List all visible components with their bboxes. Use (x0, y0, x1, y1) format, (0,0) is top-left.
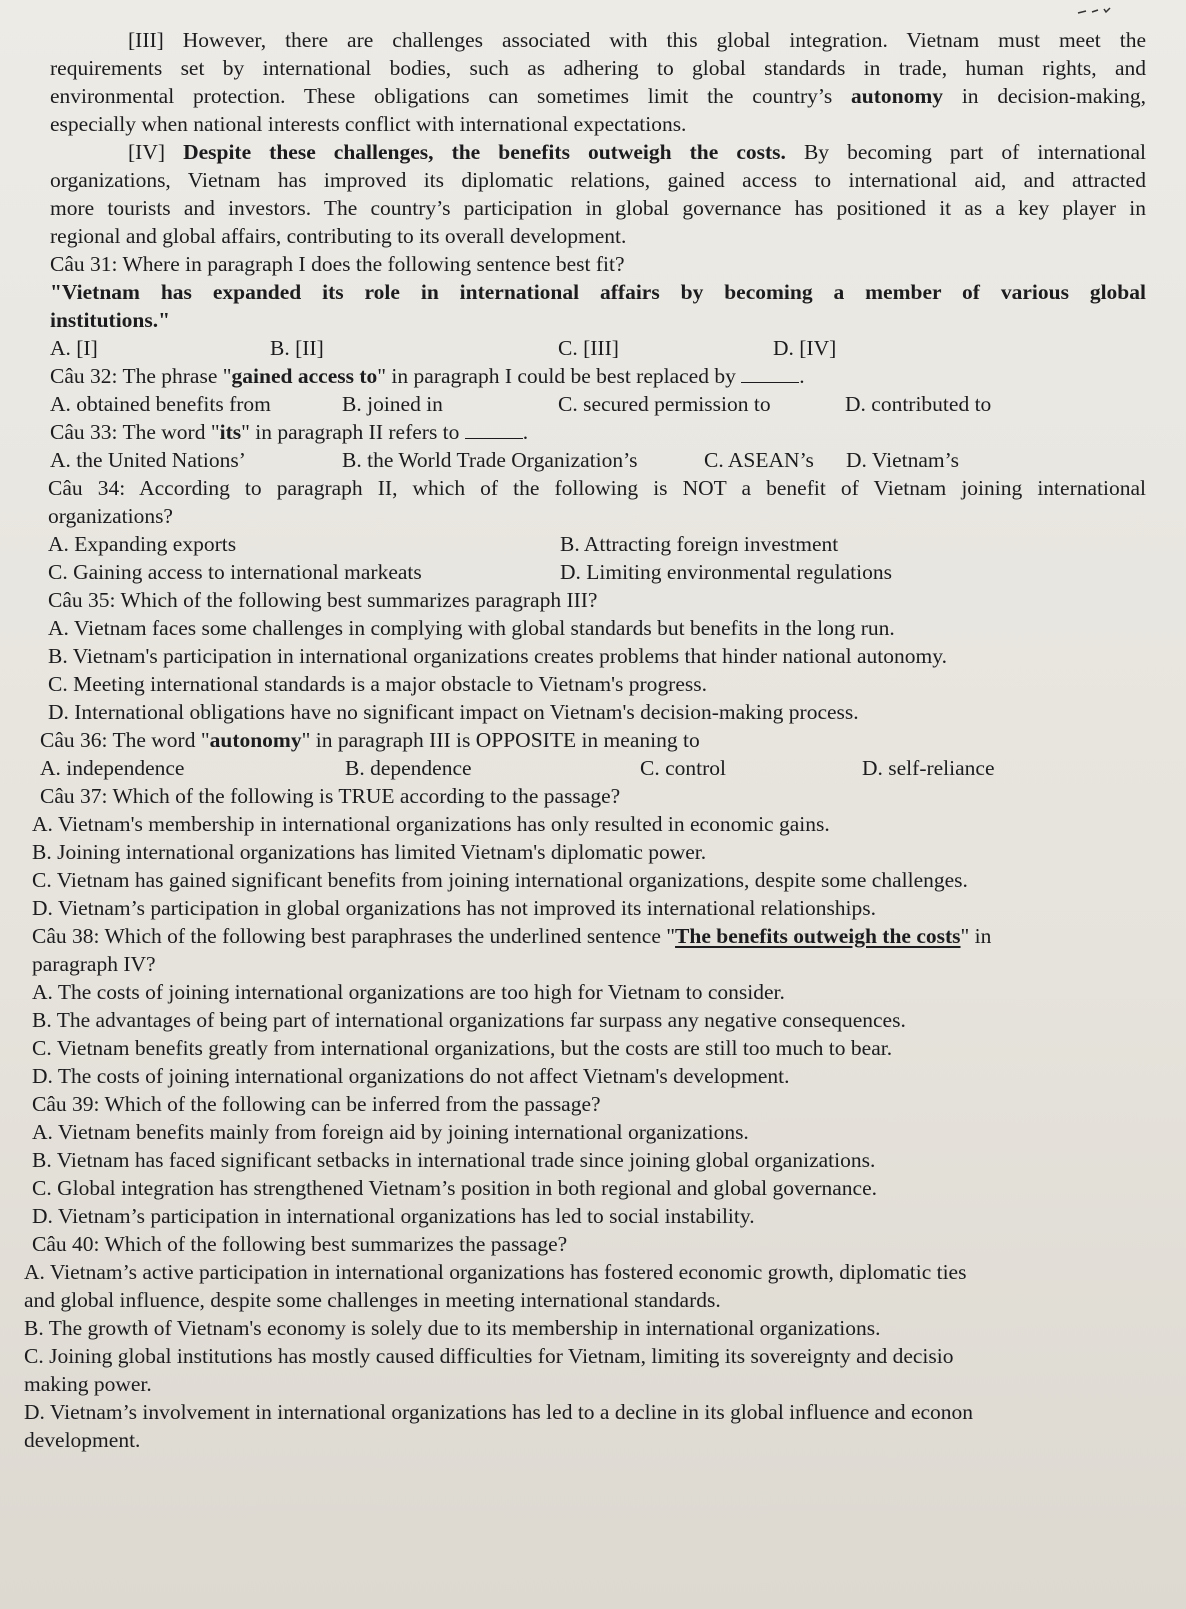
question-36-word: autonomy (209, 728, 302, 752)
paragraph-3-line-3-end: in decision-making, (961, 84, 1146, 108)
question-40-option-c-line-1[interactable]: C. Joining global institutions has mostly caused difficulties for Vietnam, limiting its sovereignty and decisio (24, 1344, 954, 1368)
question-40-option-a-line-1[interactable]: A. Vietnam’s active participation in international organizations has fostered economic growth, diplomatic ties (24, 1260, 967, 1284)
question-32-options (18, 390, 1146, 418)
question-32-blank (741, 364, 799, 383)
question-34-options-row-1 (18, 530, 1146, 558)
question-31-option-d[interactable]: D. [IV] (773, 336, 837, 360)
question-36-options (18, 754, 1146, 782)
question-36-stem-post: " in paragraph III is OPPOSITE in meaning to (301, 728, 700, 752)
pen-mark-icon (1076, 4, 1116, 18)
paragraph-3-line-2: requirements set by international bodies, such as adhering to global standards in trade, human rights, and (50, 56, 1146, 80)
question-33-word: its (219, 420, 242, 444)
question-32-stem-pre: Câu 32: The phrase " (50, 364, 232, 388)
paragraph-4-line-4: regional and global affairs, contributing to its overall development. (50, 224, 627, 248)
question-38-stem-line-2: paragraph IV? (32, 952, 156, 976)
question-33-option-a[interactable]: A. the United Nations’ (50, 448, 246, 472)
question-36-stem-pre: Câu 36: The word " (40, 728, 210, 752)
question-40-option-b[interactable]: B. The growth of Vietnam's economy is solely due to its membership in international organizations. (24, 1316, 881, 1340)
question-39-option-d[interactable]: D. Vietnam’s participation in international organizations has led to social instability. (32, 1204, 755, 1228)
question-38-option-d[interactable]: D. The costs of joining international organizations do not affect Vietnam's development. (32, 1064, 790, 1088)
paragraph-4-line-3: more tourists and investors. The country’s participation in global governance has positioned it as a key player in (50, 196, 1146, 220)
question-33-blank (465, 420, 523, 439)
question-35-option-c[interactable]: C. Meeting international standards is a major obstacle to Vietnam's progress. (48, 672, 707, 696)
question-33-stem: Câu 33: The word "its" in paragraph II refers to . (50, 420, 529, 444)
question-40-option-c-line-2[interactable]: making power. (24, 1372, 152, 1396)
question-33-stem-post: " in paragraph II refers to (241, 420, 460, 444)
paragraph-3 (18, 26, 1146, 138)
question-37 (18, 782, 1146, 922)
question-38-option-a[interactable]: A. The costs of joining international organizations are too high for Vietnam to consider. (32, 980, 785, 1004)
paragraph-4-line-1 (18, 138, 1146, 166)
question-34-stem-line-1: Câu 34: According to paragraph II, which of the following is NOT a benefit of Vietnam joining international (48, 476, 1146, 500)
paragraph-3-line-3 (18, 82, 1146, 110)
benefits-sentence: Despite these challenges, the benefits outweigh the costs. (183, 140, 786, 164)
question-33 (18, 418, 1146, 474)
question-36-option-a[interactable]: A. independence (40, 756, 185, 780)
question-32-phrase: gained access to (231, 364, 378, 388)
question-36-option-b[interactable]: B. dependence (345, 756, 472, 780)
question-35-option-b[interactable]: B. Vietnam's participation in international organizations creates problems that hinder national autonomy. (48, 644, 947, 668)
paragraph-3-line-3-text: environmental protection. These obligations can sometimes limit the country’s (50, 84, 833, 108)
question-38-stem-pre: Câu 38: Which of the following best paraphrases the underlined sentence " (32, 924, 676, 948)
question-39 (18, 1090, 1146, 1230)
question-32-option-d[interactable]: D. contributed to (845, 392, 992, 416)
question-32-option-b[interactable]: B. joined in (342, 392, 443, 416)
question-38-option-c[interactable]: C. Vietnam benefits greatly from international organizations, but the costs are still too much to bear. (32, 1036, 893, 1060)
question-36-option-c[interactable]: C. control (640, 756, 726, 780)
question-38-option-b[interactable]: B. The advantages of being part of international organizations far surpass any negative consequences. (32, 1008, 906, 1032)
question-34-stem-line-2: organizations? (48, 504, 173, 528)
question-32-option-c[interactable]: C. secured permission to (558, 392, 771, 416)
question-31-options (18, 334, 1146, 362)
question-35 (18, 586, 1146, 726)
question-35-stem: Câu 35: Which of the following best summarizes paragraph III? (48, 588, 598, 612)
question-38-stem-post: " in (960, 924, 992, 948)
paragraph-3-line-1: [III] However, there are challenges associated with this global integration. Vietnam must meet the (128, 28, 1146, 52)
question-38 (18, 922, 1146, 1090)
question-31-option-c[interactable]: C. [III] (558, 336, 619, 360)
question-34-option-b[interactable]: B. Attracting foreign investment (560, 532, 839, 556)
autonomy-word: autonomy (851, 84, 944, 108)
question-32 (18, 362, 1146, 418)
question-32-stem-post: " in paragraph I could be best replaced by (377, 364, 736, 388)
question-31 (18, 250, 1146, 362)
question-34-option-a[interactable]: A. Expanding exports (48, 532, 237, 556)
question-40-option-a-line-2[interactable]: and global influence, despite some challenges in meeting international standards. (24, 1288, 721, 1312)
question-40 (18, 1230, 1146, 1454)
question-32-stem: Câu 32: The phrase "gained access to" in paragraph I could be best replaced by . (50, 364, 805, 388)
question-40-option-d-line-1[interactable]: D. Vietnam’s involvement in international organizations has led to a decline in its global influence and econon (24, 1400, 974, 1424)
question-31-option-a[interactable]: A. [I] (50, 336, 98, 360)
question-35-option-a[interactable]: A. Vietnam faces some challenges in complying with global standards but benefits in the long run. (48, 616, 895, 640)
question-34-options-row-2 (18, 558, 1146, 586)
question-33-stem-pre: Câu 33: The word " (50, 420, 220, 444)
question-36 (18, 726, 1146, 782)
question-33-option-b[interactable]: B. the World Trade Organization’s (342, 448, 638, 472)
question-31-option-b[interactable]: B. [II] (270, 336, 324, 360)
question-32-option-a[interactable]: A. obtained benefits from (50, 392, 271, 416)
question-37-stem: Câu 37: Which of the following is TRUE according to the passage? (40, 784, 621, 808)
question-38-quoted-sentence: The benefits outweigh the costs (675, 924, 961, 948)
question-36-option-d[interactable]: D. self-reliance (862, 756, 995, 780)
paragraph-4-line-1-rest: By becoming part of international (803, 140, 1146, 164)
question-39-stem: Câu 39: Which of the following can be inferred from the passage? (32, 1092, 601, 1116)
question-31-stem: Câu 31: Where in paragraph I does the following sentence best fit? (50, 252, 625, 276)
question-33-option-c[interactable]: C. ASEAN’s (704, 448, 814, 472)
question-35-option-d[interactable]: D. International obligations have no significant impact on Vietnam's decision-making process. (48, 700, 859, 724)
question-36-stem (18, 726, 1146, 754)
question-31-quote-line-1: "Vietnam has expanded its role in international affairs by becoming a member of various global (50, 280, 1146, 304)
question-34-option-d[interactable]: D. Limiting environmental regulations (560, 560, 892, 584)
question-34 (18, 474, 1146, 586)
question-37-option-b[interactable]: B. Joining international organizations has limited Vietnam's diplomatic power. (32, 840, 707, 864)
question-37-option-c[interactable]: C. Vietnam has gained significant benefits from joining international organizations, despite some challenges. (32, 868, 968, 892)
paragraph-3-line-4: especially when national interests conflict with international expectations. (50, 112, 687, 136)
question-37-option-a[interactable]: A. Vietnam's membership in international organizations has only resulted in economic gains. (32, 812, 830, 836)
question-39-option-a[interactable]: A. Vietnam benefits mainly from foreign aid by joining international organizations. (32, 1120, 749, 1144)
question-39-option-b[interactable]: B. Vietnam has faced significant setbacks in international trade since joining global organizations. (32, 1148, 876, 1172)
paragraph-4 (18, 138, 1146, 250)
question-37-option-d[interactable]: D. Vietnam’s participation in global organizations has not improved its international relationships. (32, 896, 877, 920)
question-31-quote-line-2: institutions." (50, 308, 171, 332)
question-33-options (18, 446, 1146, 474)
question-40-option-d-line-2[interactable]: development. (24, 1428, 141, 1452)
paragraph-4-label: [IV] (128, 140, 166, 164)
question-40-stem: Câu 40: Which of the following best summarizes the passage? (32, 1232, 568, 1256)
question-33-option-d[interactable]: D. Vietnam’s (846, 448, 959, 472)
paragraph-4-line-2: organizations, Vietnam has improved its diplomatic relations, gained access to international aid, and attracted (50, 168, 1146, 192)
question-38-stem-line-1 (18, 922, 1146, 950)
question-34-option-c[interactable]: C. Gaining access to international markeats (48, 560, 422, 584)
question-39-option-c[interactable]: C. Global integration has strengthened Vietnam’s position in both regional and global governance. (32, 1176, 877, 1200)
